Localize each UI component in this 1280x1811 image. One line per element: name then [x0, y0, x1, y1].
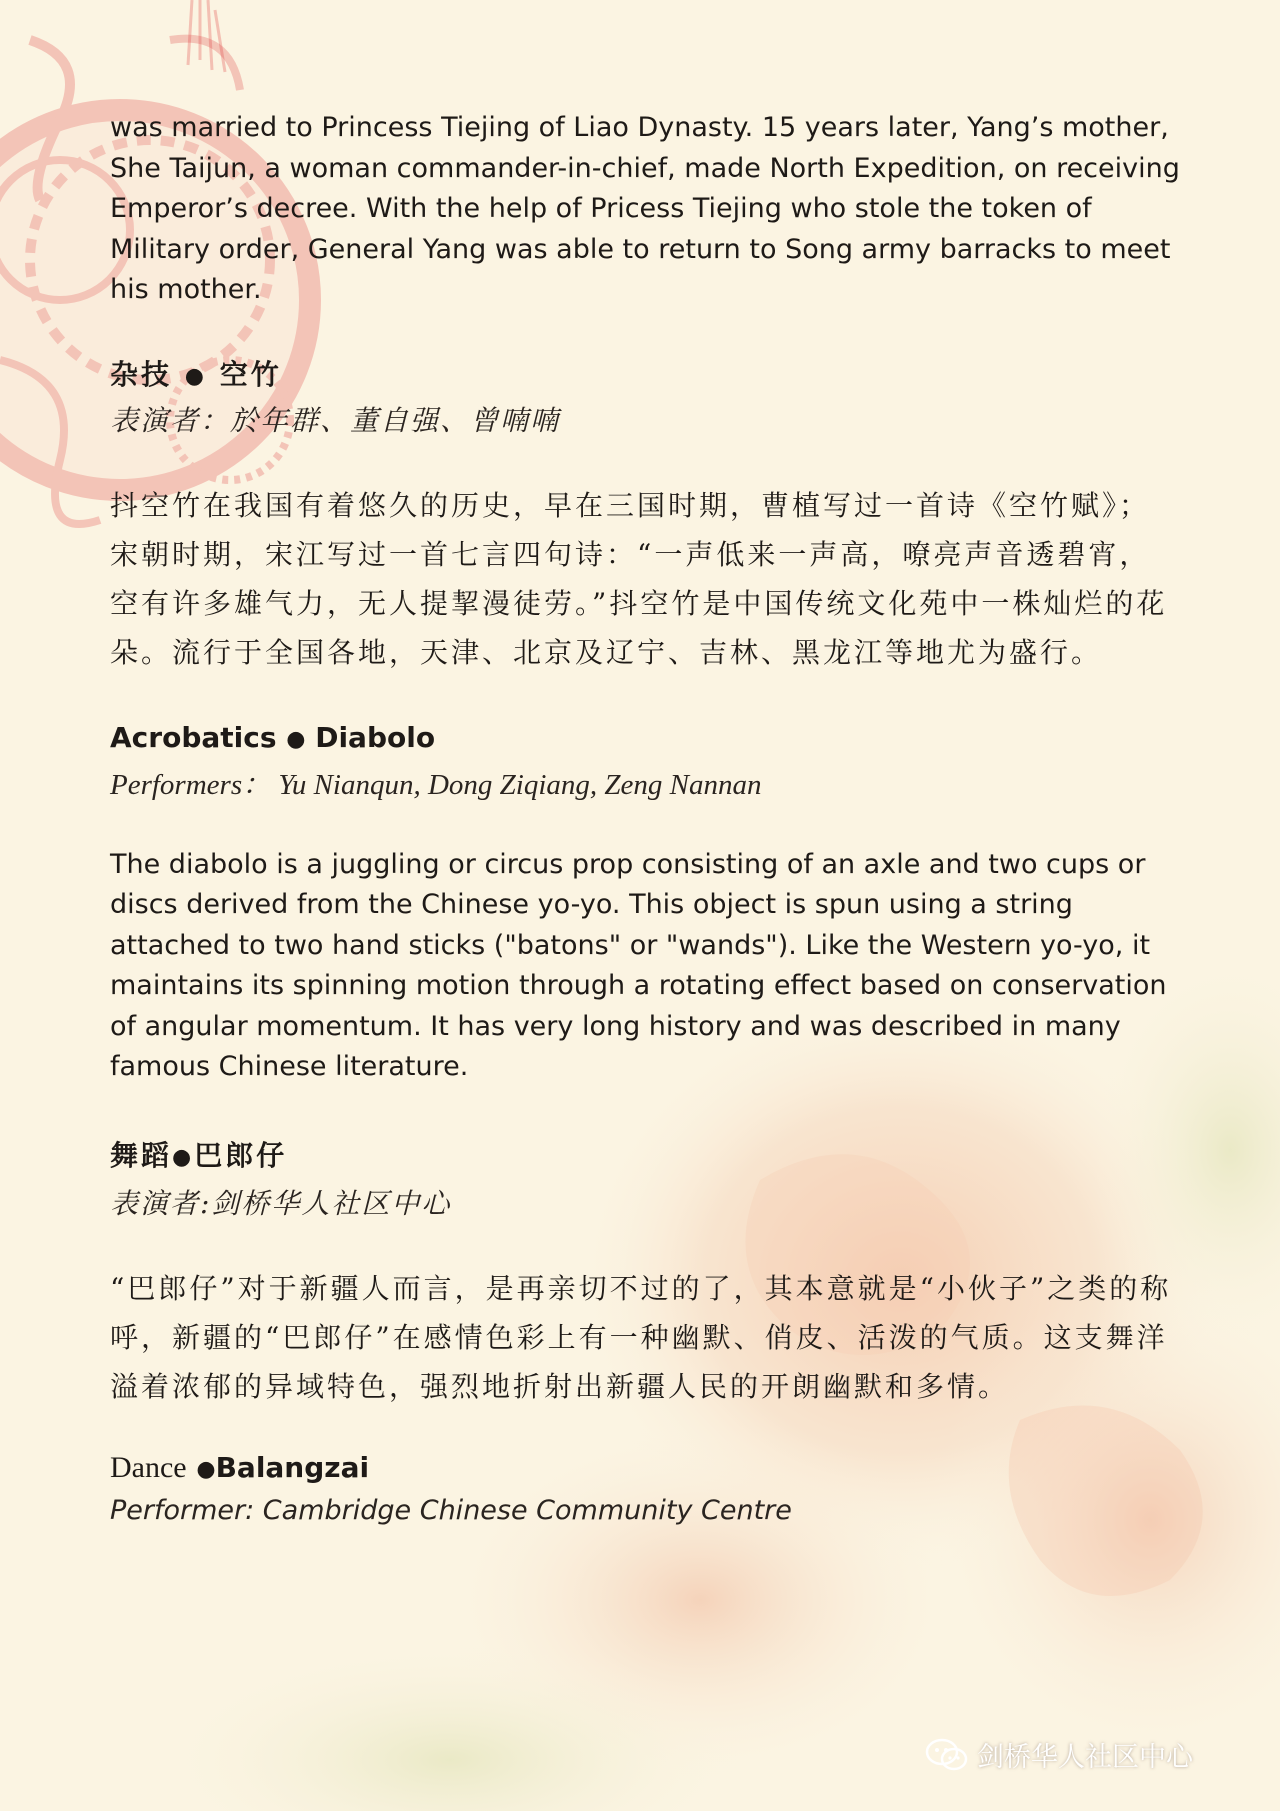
intro-paragraph: was married to Princess Tiejing of Liao Dynasty. 15 years later, Yang’s mother, She Taijun, a woman commander-in-chief, made North Expedition, on receiving Emperor’s decree. With the help of Pricess Tiejing who stole the token of Military order, General Yang was able to return to Song army barracks to meet his mother. [110, 112, 1180, 305]
performers-diabolo-zh: 表演者：於年群、董自强、曾喃喃 [110, 403, 561, 437]
description-diabolo-en: The diabolo is a juggling or circus prop consisting of an axle and two cups or discs derived from the Chinese yo-yo. This object is spun using a string attached to two hand sticks ("batons" or "wands"). Like the Western yo-yo, it maintains its spinning motion through a rotating effect based on conservation of angular momentum. It has very long history and was described in many famous Chinese literature. [110, 848, 1167, 1082]
wechat-watermark [925, 1735, 1193, 1774]
performers-dance-zh: 表演者:剑桥华人社区中心 [110, 1186, 452, 1220]
program-name: Diabolo [315, 720, 436, 754]
category-label: 杂技 [110, 357, 173, 391]
separator-dot: ● [286, 726, 306, 752]
program-name: 巴郎仔 [194, 1138, 288, 1172]
page-content [110, 108, 1180, 1526]
performers-dance-en: Performer: Cambridge Chinese Community Centre [110, 1494, 792, 1526]
performers-diabolo-en: Performers： Yu Nianqun, Dong Ziqiang, Zeng Nannan [110, 768, 762, 801]
separator-dot: ● [172, 1143, 195, 1170]
section-heading-diabolo-en [110, 721, 1180, 754]
category-label: Dance [110, 1450, 187, 1484]
section-heading-dance-en [110, 1451, 1180, 1485]
description-dance-zh: “巴郎仔”对于新疆人而言，是再亲切不过的了，其本意就是“小伙子”之类的称呼，新疆的“巴郎仔”在感情色彩上有一种幽默、俏皮、活泼的气质。这支舞洋溢着浓郁的异域特色，强烈地折射出新疆人民的开朗幽默和多情。 [110, 1271, 1172, 1403]
separator-dot: ● [184, 362, 207, 389]
description-diabolo-zh: 抖空竹在我国有着悠久的历史，早在三国时期，曹植写过一首诗《空竹赋》；宋朝时期，宋江写过一首七言四句诗：“一声低来一声高，嘹亮声音透碧宵，空有许多雄气力，无人提挈漫徒劳。”抖空竹是中国传统文化苑中一株灿烂的花朵。流行于全国各地，天津、北京及辽宁、吉林、黑龙江等地尤为盛行。 [110, 488, 1168, 669]
section-heading-diabolo-zh [110, 353, 1180, 393]
separator-dot: ● [196, 1456, 216, 1482]
category-label: Acrobatics [110, 720, 277, 754]
program-name: 空竹 [219, 357, 282, 391]
program-name: Balangzai [215, 1450, 370, 1484]
category-label: 舞蹈 [110, 1138, 173, 1172]
watermark-text: 剑桥华人社区中心 [977, 1742, 1193, 1773]
section-heading-dance-zh [110, 1134, 1180, 1174]
wechat-icon [925, 1737, 969, 1773]
